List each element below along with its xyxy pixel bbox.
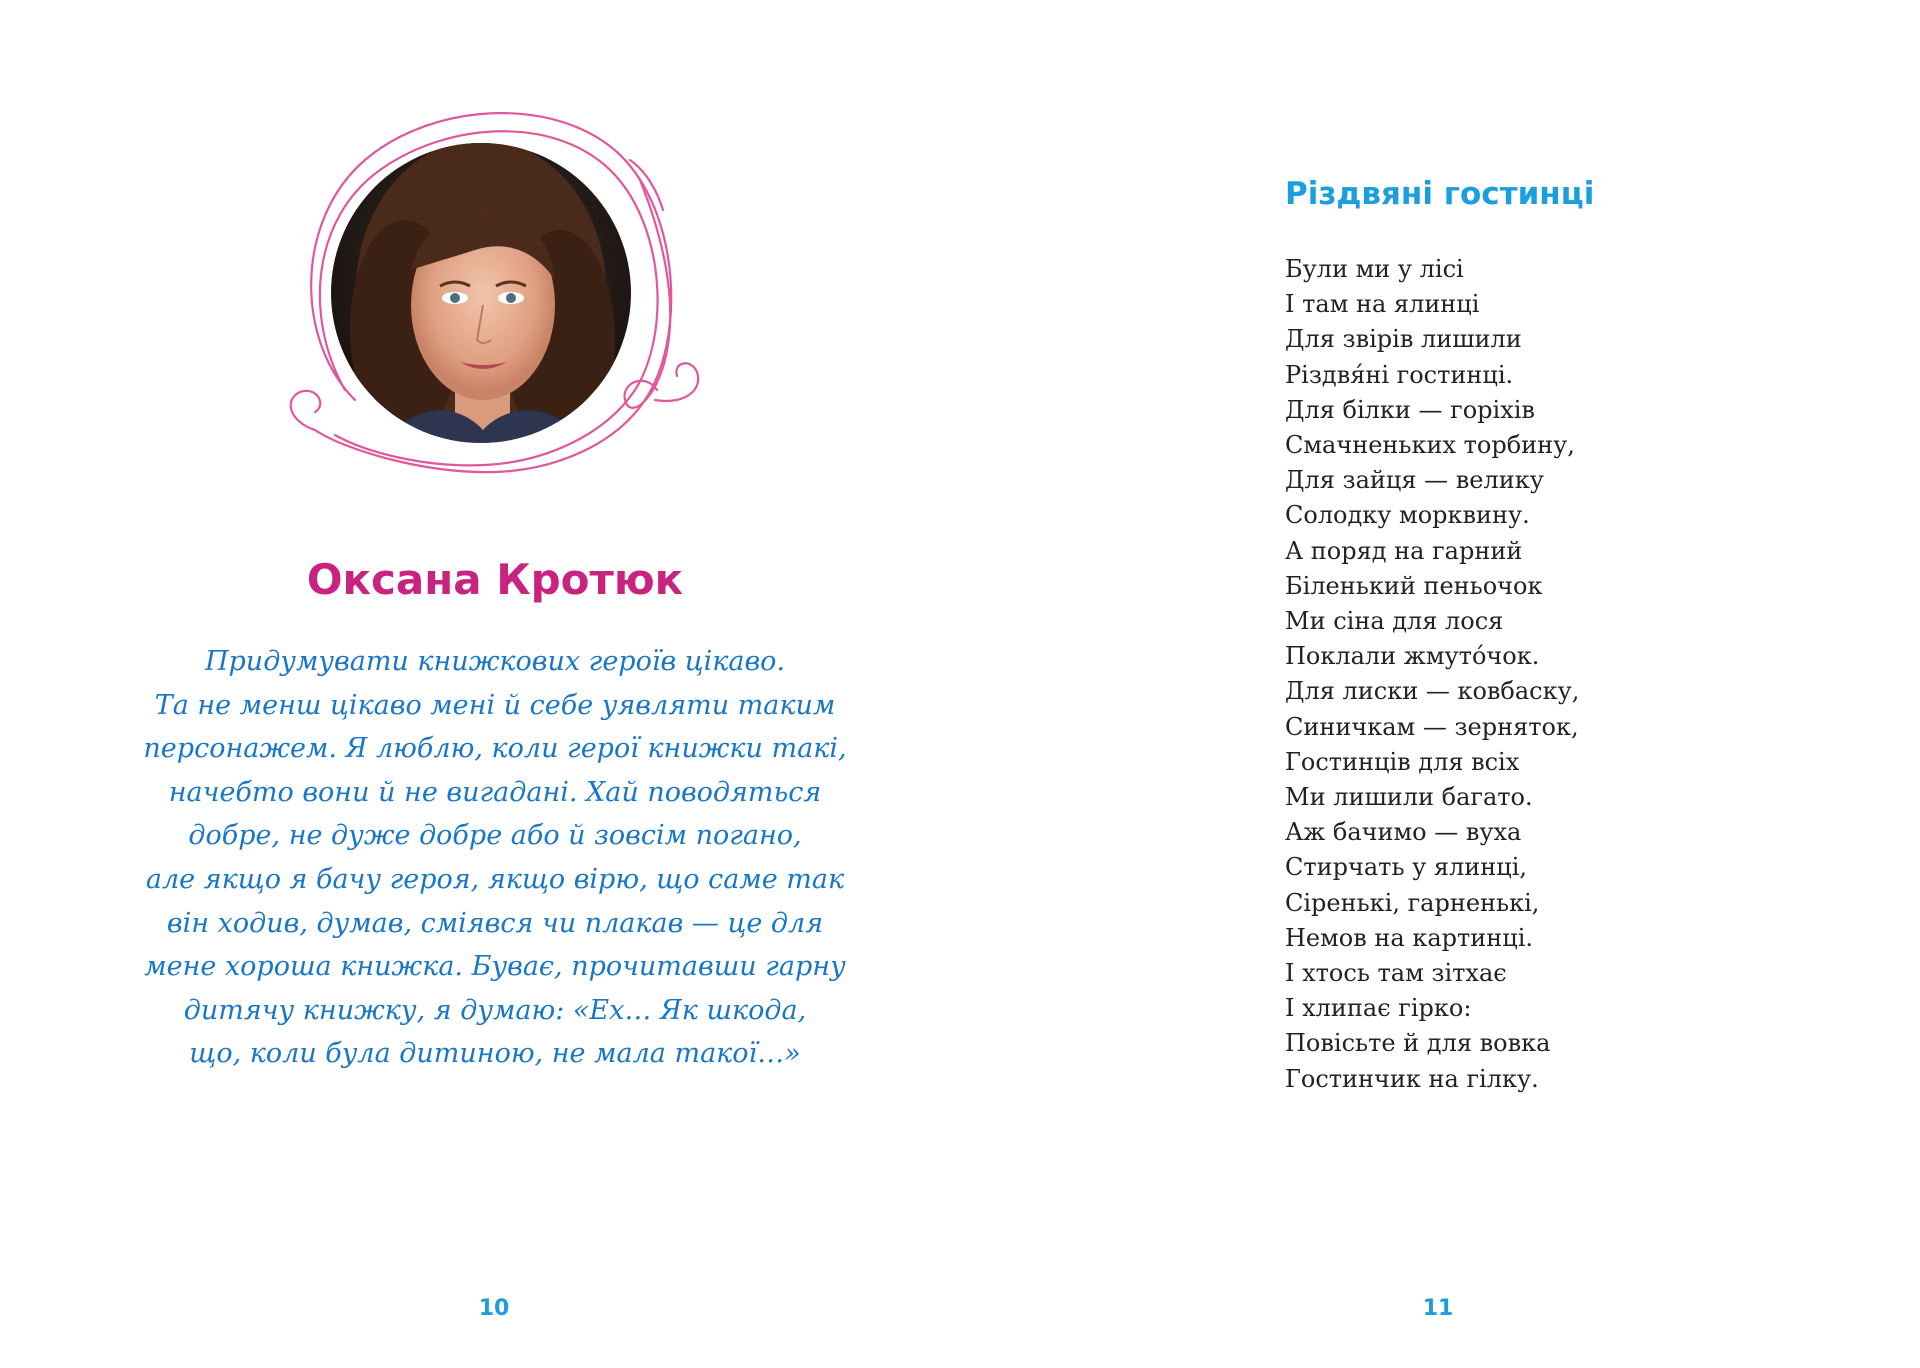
poem-line: Стирчать у ялинці, — [1285, 853, 1528, 882]
poem-line: Поклали жмуто́чок. — [1285, 642, 1540, 671]
poem-line: Гостинців для всіх — [1285, 747, 1520, 776]
quote-line: Придумувати книжкових героїв цікаво. — [204, 646, 786, 677]
poem-line: Для білки — горіхів — [1285, 395, 1535, 424]
poem-line: Солодку морквину. — [1285, 501, 1530, 530]
author-name: Оксана Кротюк — [306, 555, 684, 604]
poem-line: Різдвя́ні гостинці. — [1285, 360, 1514, 389]
quote-line: добре, не дуже добре або й зовсім погано, — [188, 820, 802, 852]
quote-line: Та не менш цікаво мені й себе уявляти таким — [154, 689, 836, 721]
poem-line: Гостинчик на гілку. — [1285, 1064, 1539, 1093]
page-number-right: 11 — [1422, 1296, 1454, 1321]
poem-line: І хлипає гірко: — [1285, 994, 1472, 1023]
poem-line: А поряд на гарний — [1285, 536, 1523, 565]
poem-line: І там на ялинці — [1285, 290, 1480, 319]
poem-title: Різдвяні гостинці — [1285, 176, 1595, 212]
quote-line: персонажем. Я люблю, коли герої книжки такі, — [143, 733, 847, 765]
quote-line: але якщо я бачу героя, якщо вірю, що саме так — [145, 863, 845, 895]
poem-line: Повісьте й для вовка — [1285, 1029, 1551, 1058]
author-portrait-frame — [285, 100, 715, 480]
poem-line: І хтось там зітхає — [1285, 959, 1507, 988]
poem-line: Для лиски — ковбаску, — [1285, 677, 1580, 706]
portrait-decorative-swirl — [285, 100, 715, 480]
quote-line: що, коли була дитиною, не мала такої…» — [189, 1038, 801, 1070]
poem-line: Біленький пеньочок — [1285, 571, 1543, 600]
poem-line: Ми лишили багато. — [1285, 783, 1533, 812]
quote-line: він ходив, думав, сміявся чи плакав — це для — [166, 907, 824, 939]
poem-line: Були ми у лісі — [1285, 255, 1464, 283]
poem-line: Сіренькі, гарненькі, — [1285, 888, 1540, 917]
poem-line: Ми сіна для лося — [1285, 607, 1504, 636]
right-page — [960, 0, 1920, 1368]
quote-line: начебто вони й не вигадані. Хай поводяться — [168, 776, 822, 808]
poem-line: Для зайця — велику — [1285, 466, 1544, 495]
author-photo — [325, 140, 645, 460]
poem-line: Для звірів лишили — [1285, 325, 1522, 354]
quote-line: дитячу книжку, я думаю: «Ех… Як шкода, — [183, 994, 807, 1026]
poem-body — [1285, 252, 1579, 1097]
poem-line: Синичкам — зерняток, — [1285, 712, 1579, 741]
poem-line: Аж бачимо — вуха — [1285, 818, 1522, 847]
poem-line: Смачненьких торбину, — [1285, 431, 1575, 460]
author-quote — [120, 640, 870, 1076]
quote-line: мене хороша книжка. Буває, прочитавши гарну — [144, 951, 846, 983]
page-number-left: 10 — [478, 1296, 510, 1321]
poem-line: Немов на картинці. — [1285, 923, 1534, 952]
